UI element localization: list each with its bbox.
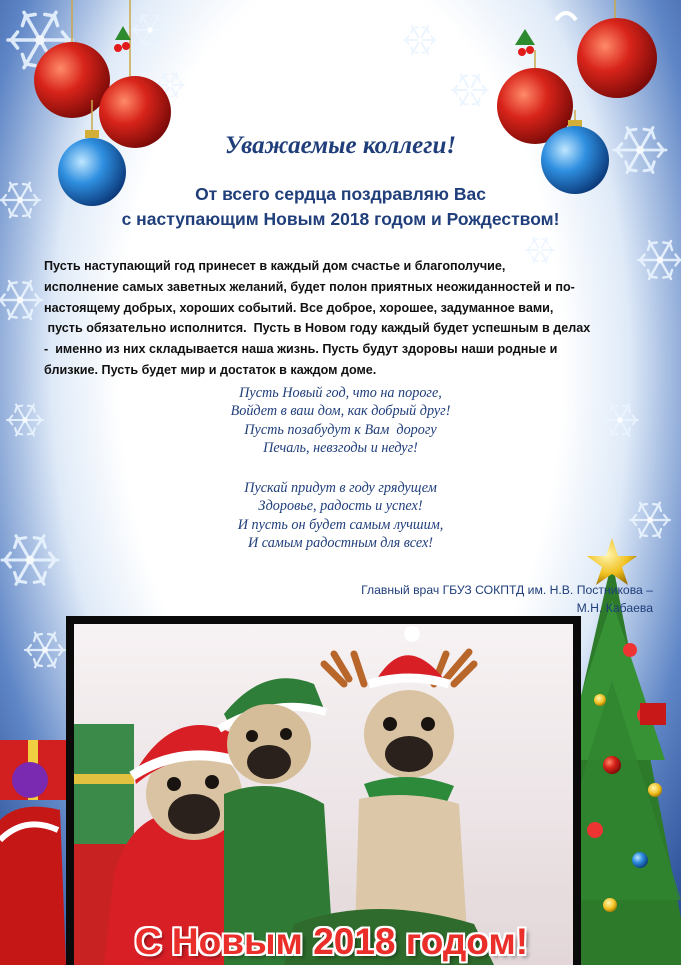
- photo-image: [74, 624, 573, 965]
- poem-line: Пусть Новый год, что на пороге,: [239, 385, 442, 401]
- body-line: исполнение самых заветных желаний, будет полон приятных неожиданностей и по-: [44, 279, 575, 294]
- poem-stanza: [0, 384, 681, 458]
- body-line: близкие. Пусть будет мир и достаток в каждом доме.: [44, 362, 377, 377]
- poem-line: Здоровье, радость и успех!: [258, 498, 423, 515]
- greeting-line: с наступающим Новым 2018 годом и Рождеством!: [121, 209, 560, 229]
- pugs-photo: [66, 616, 581, 965]
- body-line: - именно из них складывается наша жизнь. Пусть будут здоровы наши родные и: [44, 342, 558, 357]
- greeting-line: От всего сердца поздравляю Вас: [195, 184, 486, 204]
- signature-title: Главный врач ГБУЗ СОКПТД им. Н.В. Постникова –: [361, 583, 653, 597]
- body-line: настоящему добрых, хороших событий. Все доброе, хорошее, задуманное вами,: [44, 300, 554, 315]
- greeting-body: [44, 256, 664, 381]
- pugs-illustration: [74, 624, 573, 965]
- poem-stanza: [0, 479, 681, 553]
- poem-line: Пусть позабудут к Вам дорогу: [244, 421, 437, 438]
- body-line: пусть обязательно исполнится. Пусть в Новом году каждый будет успешным в делах: [44, 321, 591, 336]
- signature-name: М.Н. Кабаева: [576, 600, 653, 615]
- poem-line: И самым радостным для всех!: [247, 535, 434, 552]
- gift-box-icon: [0, 740, 66, 965]
- photo-caption: С Новым 2018 годом!: [134, 921, 529, 962]
- poem-line: Пускай придут в году грядущем: [244, 480, 437, 496]
- poem-line: И пусть он будет самым лучшим,: [237, 516, 444, 533]
- card-title: Уважаемые коллеги!: [224, 132, 457, 159]
- body-line: Пусть наступающий год принесет в каждый дом счастье и благополучие,: [44, 259, 506, 273]
- signature: [361, 582, 653, 617]
- poem-line: Печаль, невзгоды и недуг!: [263, 440, 418, 457]
- poem-line: Войдет в ваш дом, как добрый друг!: [230, 403, 451, 420]
